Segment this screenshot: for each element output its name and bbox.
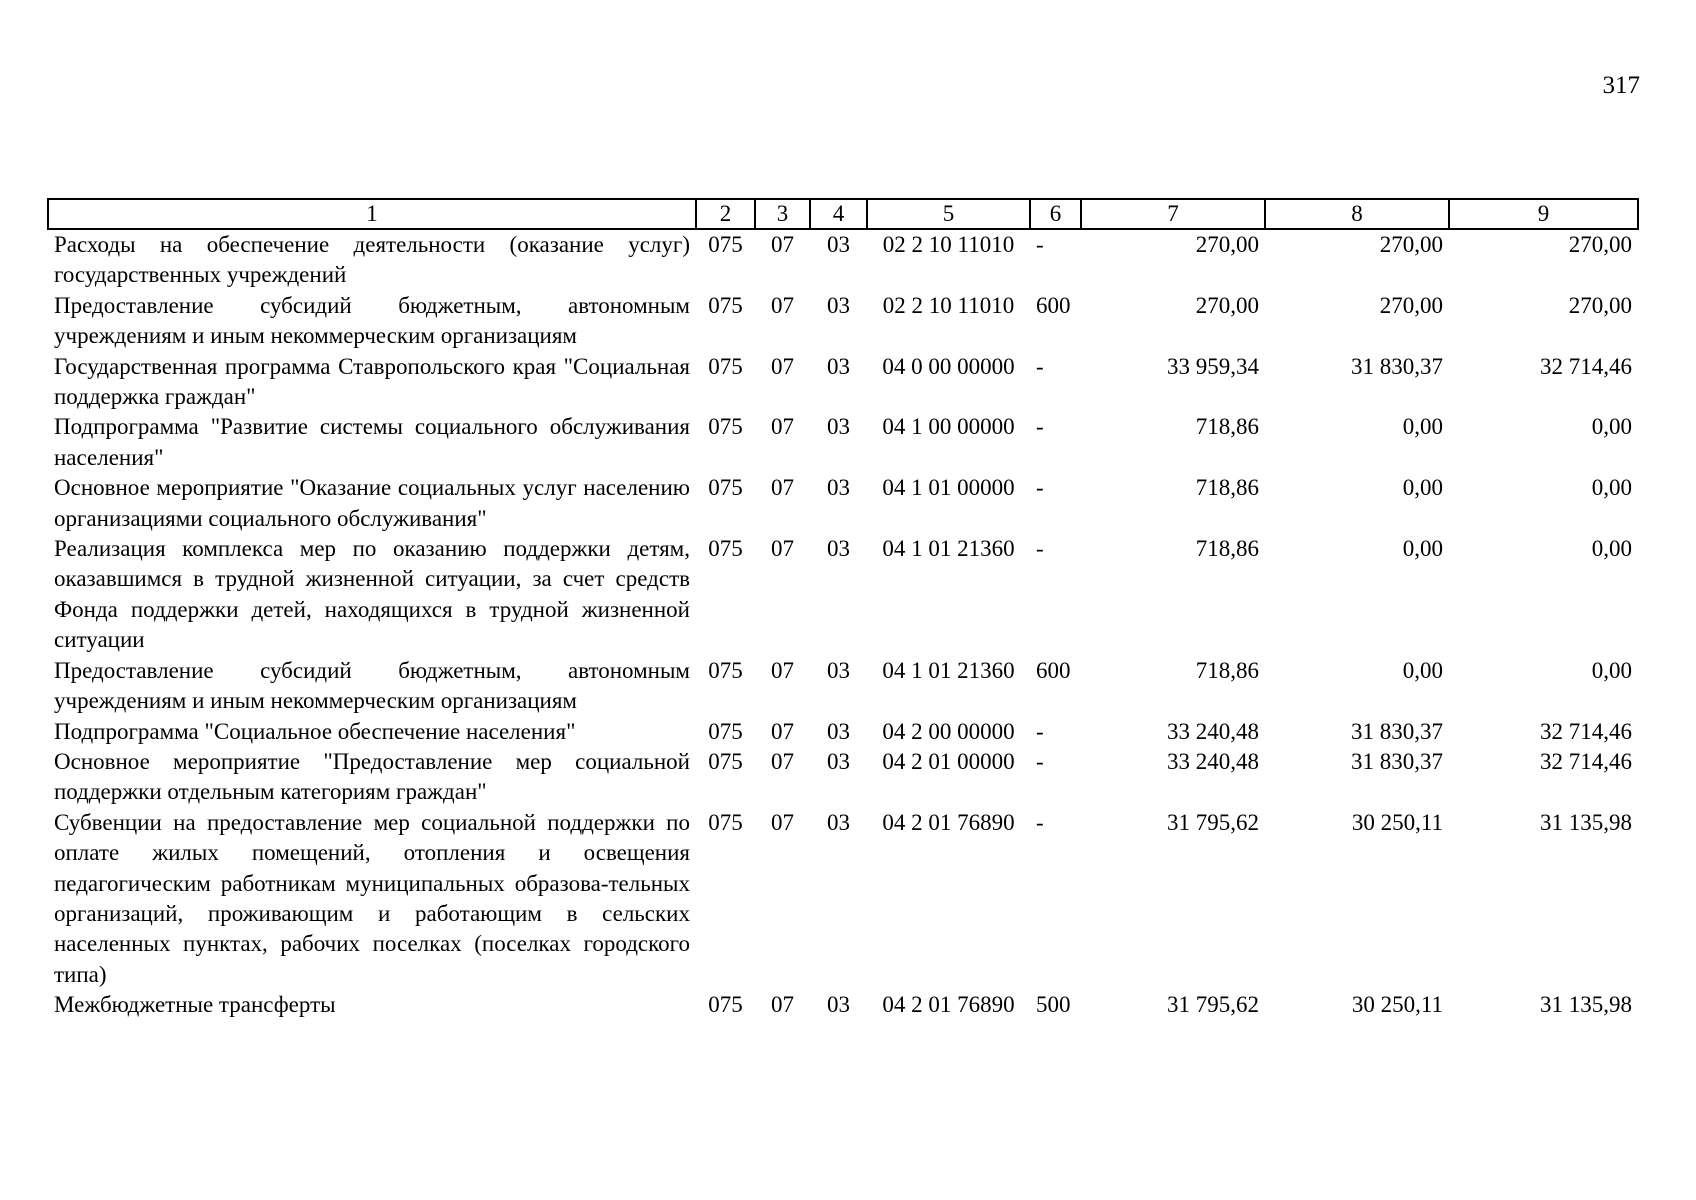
row-description: Предоставление субсидий бюджетным, автономным учреждениям и иным некоммерческим организациям: [54, 657, 690, 714]
amount-col9: 0,00: [1591, 414, 1632, 440]
amount-col9: 270,00: [1568, 292, 1632, 318]
amount-col7: 33 240,48: [1167, 718, 1259, 744]
expense-type-code: -: [1036, 353, 1044, 379]
table-row: [48, 473, 1638, 534]
amount-col7: 718,86: [1195, 657, 1259, 683]
table-row: [48, 412, 1638, 473]
section-code: 07: [771, 232, 794, 257]
section-code: 07: [771, 353, 794, 379]
subsection-code: 03: [827, 992, 850, 1018]
amount-col9: 32 714,46: [1540, 748, 1632, 774]
row-description: Подпрограмма "Развитие системы социального обслуживания населения": [54, 414, 690, 470]
row-description: Основное мероприятие "Предоставление мер социальной поддержки отдельным категориям граждан": [54, 748, 690, 805]
header-cell: 8: [1265, 199, 1449, 229]
amount-col9: 0,00: [1591, 657, 1632, 683]
table-row: [48, 717, 1638, 747]
amount-col9: 270,00: [1568, 232, 1632, 257]
amount-col8: 0,00: [1402, 657, 1443, 683]
header-cell: 2: [696, 199, 755, 229]
section-code: 07: [771, 992, 794, 1018]
target-article-code: 04 0 00 00000: [882, 353, 1015, 379]
row-description: Межбюджетные трансферты: [54, 992, 336, 1018]
section-code: 07: [771, 657, 794, 683]
amount-col9: 0,00: [1591, 475, 1632, 501]
row-description: Государственная программа Ставропольского края "Социальная поддержка граждан": [54, 353, 690, 410]
row-description: Расходы на обеспечение деятельности (оказание услуг) государственных учреждений: [54, 232, 690, 288]
amount-col7: 718,86: [1195, 414, 1259, 440]
amount-col8: 270,00: [1379, 232, 1443, 257]
target-article-code: 02 2 10 11010: [882, 292, 1015, 318]
header-cell: 9: [1449, 199, 1638, 229]
subsection-code: 03: [827, 292, 850, 318]
amount-col8: 30 250,11: [1351, 992, 1443, 1018]
target-article-code: 04 1 01 21360: [882, 657, 1015, 683]
header-cell: 4: [810, 199, 867, 229]
table-row: [48, 291, 1638, 352]
amount-col8: 270,00: [1379, 292, 1443, 318]
table-row: [48, 747, 1638, 808]
section-code: 07: [771, 809, 794, 835]
header-cell: 6: [1030, 199, 1081, 229]
amount-col8: 31 830,37: [1351, 748, 1443, 774]
target-article-code: 04 1 01 00000: [882, 475, 1015, 501]
ministry-code: 075: [708, 353, 743, 379]
expense-type-code: -: [1036, 748, 1044, 774]
expense-type-code: -: [1036, 232, 1044, 257]
ministry-code: 075: [708, 992, 743, 1018]
amount-col8: 30 250,11: [1351, 809, 1443, 835]
ministry-code: 075: [708, 414, 743, 440]
amount-col8: 31 830,37: [1351, 718, 1443, 744]
amount-col7: 718,86: [1195, 475, 1259, 501]
header-cell: 1: [48, 199, 696, 229]
expense-type-code: -: [1036, 414, 1044, 440]
table-row: [48, 534, 1638, 656]
section-code: 07: [771, 475, 794, 501]
table-row: [48, 990, 1638, 1020]
ministry-code: 075: [708, 718, 743, 744]
header-cell: 7: [1081, 199, 1265, 229]
amount-col7: 31 795,62: [1167, 809, 1259, 835]
subsection-code: 03: [827, 657, 850, 683]
target-article-code: 04 2 01 76890: [882, 809, 1015, 835]
amount-col9: 32 714,46: [1540, 718, 1632, 744]
amount-col7: 31 795,62: [1167, 992, 1259, 1018]
table-row: [48, 808, 1638, 990]
target-article-code: 04 1 01 21360: [882, 536, 1015, 562]
expense-type-code: 600: [1036, 657, 1071, 683]
header-row: [48, 199, 1638, 229]
table-row: [48, 656, 1638, 717]
amount-col7: 718,86: [1195, 536, 1259, 562]
expense-type-code: -: [1036, 718, 1044, 744]
target-article-code: 04 1 00 00000: [882, 414, 1015, 440]
expense-type-code: 500: [1036, 992, 1071, 1018]
target-article-code: 04 2 01 00000: [882, 748, 1015, 774]
header-cell: 3: [755, 199, 810, 229]
amount-col9: 31 135,98: [1540, 809, 1632, 835]
expense-type-code: -: [1036, 536, 1044, 562]
ministry-code: 075: [708, 657, 743, 683]
table-row: [48, 229, 1638, 291]
header-cell: 5: [867, 199, 1030, 229]
ministry-code: 075: [708, 232, 743, 257]
table-body: [48, 229, 1638, 1021]
target-article-code: 04 2 01 76890: [882, 992, 1015, 1018]
section-code: 07: [771, 748, 794, 774]
amount-col7: 33 959,34: [1167, 353, 1259, 379]
amount-col8: 0,00: [1402, 536, 1443, 562]
section-code: 07: [771, 292, 794, 318]
section-code: 07: [771, 414, 794, 440]
subsection-code: 03: [827, 718, 850, 744]
row-description: Реализация комплекса мер по оказанию поддержки детям, оказавшимся в трудной жизненной ситуации, за счет средств Фонда поддержки детей, находящихся в трудной жизненной ситуации: [54, 536, 690, 653]
row-description: Субвенции на предоставление мер социальной поддержки по оплате жилых помещений, отопления и освещения педагогическим работникам муниципальных образова-тельных организаций, проживающим и работающим в сельских населенных пунктах, рабочих поселках (поселках городского типа): [54, 809, 690, 987]
section-code: 07: [771, 536, 794, 562]
amount-col8: 0,00: [1402, 475, 1443, 501]
subsection-code: 03: [827, 748, 850, 774]
subsection-code: 03: [827, 414, 850, 440]
amount-col9: 31 135,98: [1540, 992, 1632, 1018]
ministry-code: 075: [708, 475, 743, 501]
subsection-code: 03: [827, 475, 850, 501]
page-number: 317: [1602, 72, 1640, 99]
target-article-code: 02 2 10 11010: [882, 232, 1015, 257]
amount-col8: 31 830,37: [1351, 353, 1443, 379]
amount-col8: 0,00: [1402, 414, 1443, 440]
subsection-code: 03: [827, 536, 850, 562]
ministry-code: 075: [708, 536, 743, 562]
row-description: Подпрограмма "Социальное обеспечение населения": [54, 718, 576, 744]
subsection-code: 03: [827, 232, 850, 257]
subsection-code: 03: [827, 353, 850, 379]
table-row: [48, 352, 1638, 413]
row-description: Предоставление субсидий бюджетным, автономным учреждениям и иным некоммерческим организациям: [54, 292, 690, 349]
row-description: Основное мероприятие "Оказание социальных услуг населению организациями социального обслуживания": [54, 475, 690, 531]
amount-col7: 33 240,48: [1167, 748, 1259, 774]
subsection-code: 03: [827, 809, 850, 835]
section-code: 07: [771, 718, 794, 744]
expense-type-code: -: [1036, 475, 1044, 501]
ministry-code: 075: [708, 748, 743, 774]
expense-type-code: 600: [1036, 292, 1071, 318]
amount-col7: 270,00: [1195, 232, 1259, 257]
expense-type-code: -: [1036, 809, 1044, 835]
amount-col9: 0,00: [1591, 536, 1632, 562]
amount-col9: 32 714,46: [1540, 353, 1632, 379]
ministry-code: 075: [708, 809, 743, 835]
budget-table: [47, 198, 1639, 1021]
target-article-code: 04 2 00 00000: [882, 718, 1015, 744]
amount-col7: 270,00: [1195, 292, 1259, 318]
ministry-code: 075: [708, 292, 743, 318]
